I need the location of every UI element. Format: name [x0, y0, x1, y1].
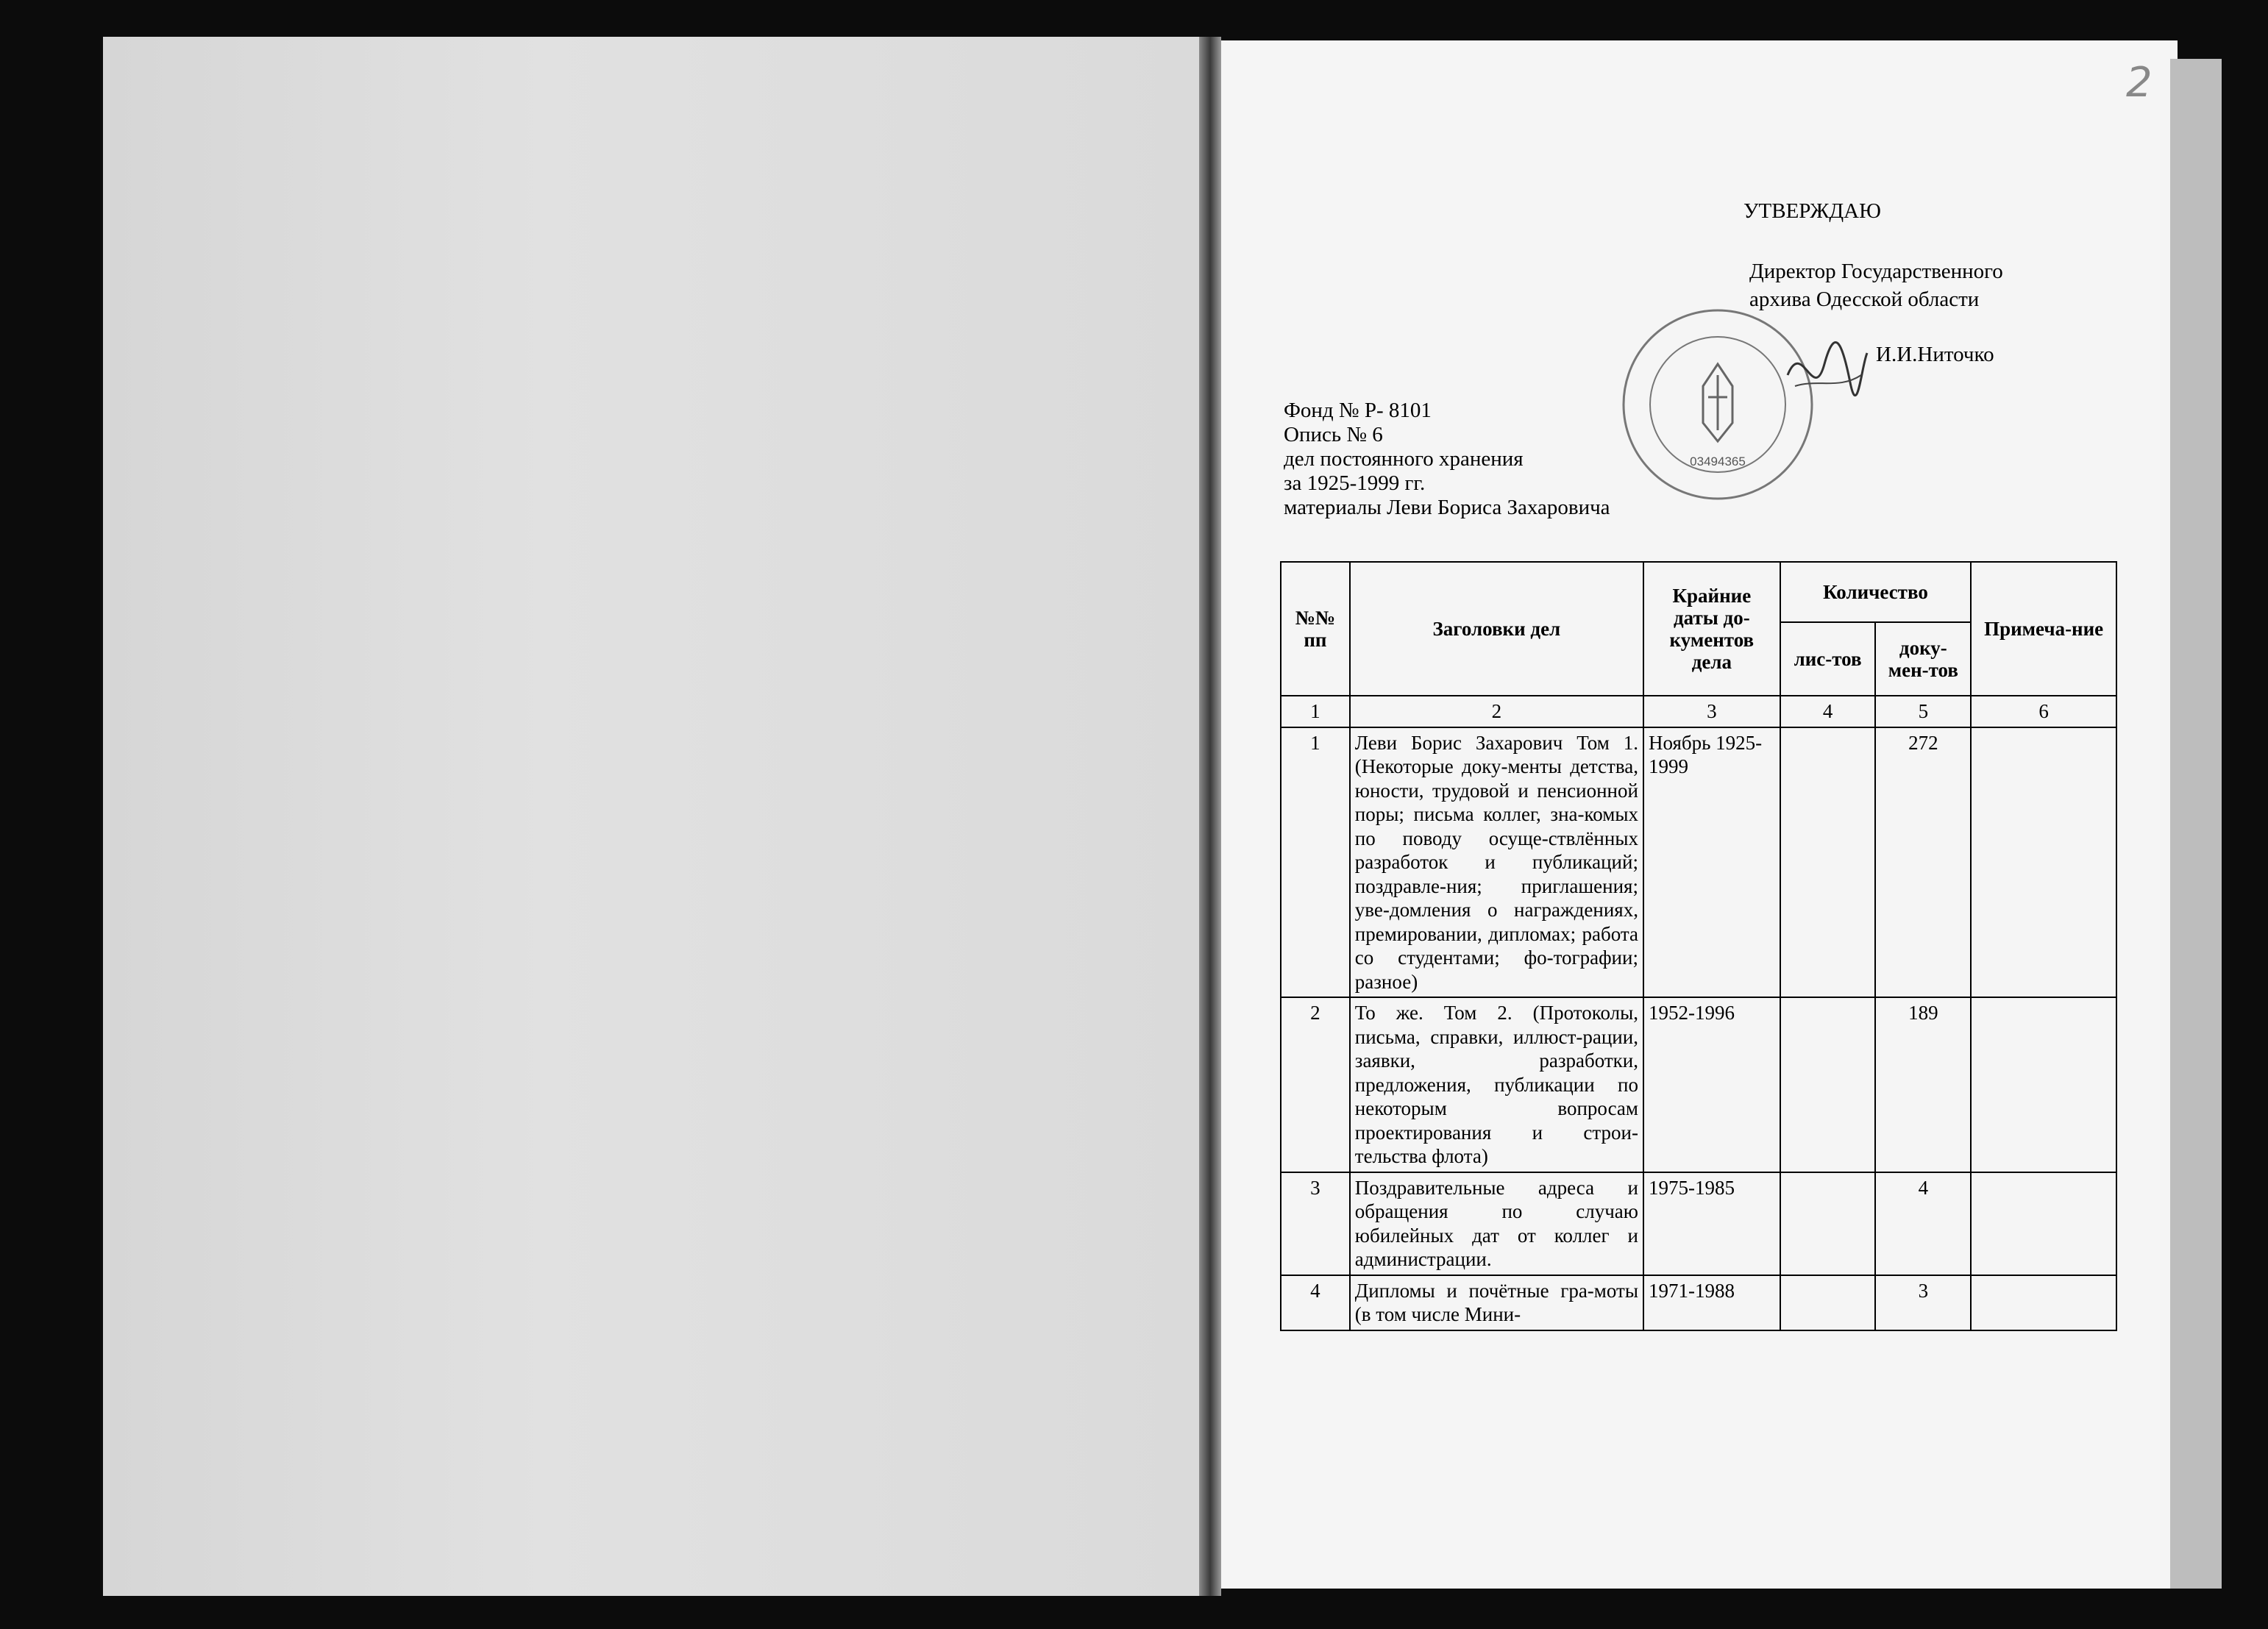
- book-gutter: [1199, 37, 1221, 1596]
- table-row: [1281, 997, 2116, 1172]
- row-docs: 4: [1875, 1172, 1971, 1275]
- row-docs: 272: [1875, 727, 1971, 998]
- page-number: 2: [2126, 59, 2153, 107]
- row-dates: Ноябрь 1925-1999: [1643, 727, 1780, 998]
- row-title: Леви Борис Захарович Том 1. (Некоторые доку-менты детства, юности, трудовой и пенсионной поры; письма коллег, зна-комых по поводу осуще-ствлённых разработок и публикаций; поздравле-ния; приглашения; уве-домления о награждениях, премировании, дипломах; работа со студентами; фо-тографии; разное): [1350, 727, 1643, 998]
- inventory-table: [1280, 561, 2117, 1331]
- row-dates: 1975-1985: [1643, 1172, 1780, 1275]
- row-number: 1: [1281, 727, 1350, 998]
- header-sheets: лис-тов: [1780, 622, 1876, 696]
- col-number: 1: [1281, 696, 1350, 727]
- fond-number: Фонд № Р- 8101: [1284, 399, 1432, 422]
- row-sheets: [1780, 1275, 1876, 1330]
- fond-storage-type: дел постоянного хранения: [1284, 447, 1524, 471]
- col-number: 5: [1875, 696, 1971, 727]
- col-number: 4: [1780, 696, 1876, 727]
- row-notes: [1971, 997, 2116, 1172]
- fond-date-range: за 1925-1999 гг.: [1284, 471, 1426, 495]
- table-row: [1281, 1275, 2116, 1330]
- row-number: 4: [1281, 1275, 1350, 1330]
- row-number: 3: [1281, 1172, 1350, 1275]
- row-sheets: [1780, 1172, 1876, 1275]
- header-title: Заголовки дел: [1350, 562, 1643, 696]
- fond-owner: материалы Леви Бориса Захаровича: [1284, 496, 1610, 519]
- header-quantity: Количество: [1780, 562, 1972, 622]
- left-page-blank: [103, 37, 1206, 1596]
- col-number: 2: [1350, 696, 1643, 727]
- row-dates: 1952-1996: [1643, 997, 1780, 1172]
- row-notes: [1971, 727, 2116, 998]
- row-dates: 1971-1988: [1643, 1275, 1780, 1330]
- fond-header: [1284, 399, 1610, 520]
- col-number: 6: [1971, 696, 2116, 727]
- table-row: [1281, 727, 2116, 998]
- row-title: Дипломы и почётные гра-моты (в том числе Мини-: [1350, 1275, 1643, 1330]
- header-dates: Крайние даты до-кументов дела: [1643, 562, 1780, 696]
- header-notes: Примеча-ние: [1971, 562, 2116, 696]
- row-sheets: [1780, 727, 1876, 998]
- approval-title: УТВЕРЖДАЮ: [1743, 199, 1881, 223]
- row-number: 2: [1281, 997, 1350, 1172]
- row-docs: 189: [1875, 997, 1971, 1172]
- row-sheets: [1780, 997, 1876, 1172]
- approval-signer: И.И.Ниточко: [1876, 343, 1994, 366]
- signature: [1780, 324, 1869, 412]
- table-row: [1281, 1172, 2116, 1275]
- row-title: Поздравительные адреса и обращения по случаю юбилейных дат от коллег и администрации.: [1350, 1172, 1643, 1275]
- header-docs: доку-мен-тов: [1875, 622, 1971, 696]
- approval-position-line2: архива Одесской области: [1749, 288, 1980, 311]
- row-notes: [1971, 1172, 2116, 1275]
- col-number: 3: [1643, 696, 1780, 727]
- approval-position-line1: Директор Государственного: [1749, 260, 2003, 283]
- row-docs: 3: [1875, 1275, 1971, 1330]
- row-title: То же. Том 2. (Протоколы, письма, справки, иллюст-рации, заявки, разработки, предложения, публикации по некоторым вопросам проектирования и строи-тельства флота): [1350, 997, 1643, 1172]
- header-number: №№ пп: [1281, 562, 1350, 696]
- opis-number: Опись № 6: [1284, 423, 1383, 446]
- page-edge: [2170, 59, 2222, 1589]
- stamp-number: 03494365: [1690, 455, 1746, 468]
- row-notes: [1971, 1275, 2116, 1330]
